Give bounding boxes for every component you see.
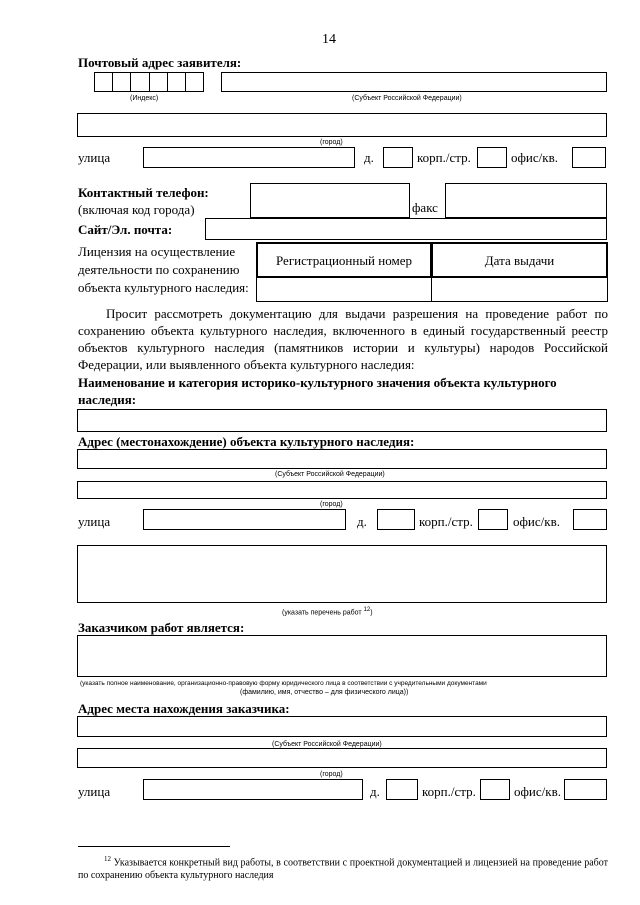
- object-building-field[interactable]: [478, 509, 508, 530]
- index-cell[interactable]: [186, 73, 203, 91]
- footnote-number: 12: [104, 855, 111, 863]
- works-list-caption-text: (указать перечень работ: [282, 609, 362, 617]
- customer-label: Заказчиком работ является:: [78, 620, 245, 635]
- customer-office-label: офис/кв.: [514, 784, 561, 799]
- request-paragraph: Просит рассмотреть документацию для выдачи разрешения на проведение работ по сохранению объекта культурного наследия, включенного в единый государственный реестр объектов культурного наследия (памятников истории и культуры) народов Российской Федерации, или выявленного объекта культурного наследия:: [78, 306, 608, 372]
- subject-field[interactable]: [221, 72, 607, 92]
- postal-address-label: Почтовый адрес заявителя:: [78, 55, 242, 70]
- object-office-field[interactable]: [573, 509, 607, 530]
- object-city-caption: (город): [320, 501, 343, 508]
- customer-house-label: д.: [370, 784, 380, 799]
- city-field[interactable]: [77, 113, 607, 137]
- city-caption: (город): [320, 139, 343, 146]
- footnote-text: Указывается конкретный вид работы, в соответствии с проектной документацией и лицензией на проведение работ по сохранению объекта культурного наследия: [78, 857, 609, 882]
- index-cell[interactable]: [150, 73, 168, 91]
- footnote: [78, 853, 608, 882]
- license-label-line: деятельности по сохранению: [78, 262, 240, 277]
- customer-field[interactable]: [77, 635, 607, 677]
- street-label: улица: [78, 150, 111, 165]
- fax-field[interactable]: [445, 183, 607, 218]
- object-city-field[interactable]: [77, 481, 607, 499]
- index-cell[interactable]: [95, 73, 113, 91]
- house-label: д.: [364, 150, 374, 165]
- phone-note: (включая код города): [78, 202, 195, 217]
- license-header-reg-number: Регистрационный номер: [256, 242, 432, 278]
- customer-house-field[interactable]: [386, 779, 418, 800]
- license-issue-date-field[interactable]: [431, 277, 608, 302]
- object-name-label: Наименование и категория историко-культурного значения объекта культурного наследия:: [78, 375, 557, 407]
- index-cell[interactable]: [131, 73, 149, 91]
- office-label: офис/кв.: [511, 150, 558, 165]
- index-field[interactable]: [94, 72, 204, 92]
- object-subject-field[interactable]: [77, 449, 607, 469]
- object-office-label: офис/кв.: [513, 514, 560, 529]
- building-field[interactable]: [477, 147, 507, 168]
- site-label: Сайт/Эл. почта:: [78, 222, 173, 237]
- street-field[interactable]: [143, 147, 355, 168]
- footnote-mark: 12: [363, 607, 371, 613]
- subject-caption: (Субъект Российской Федерации): [352, 95, 462, 102]
- building-label: корп./стр.: [417, 150, 471, 165]
- site-field[interactable]: [205, 218, 607, 240]
- license-label-line: объекта культурного наследия:: [78, 280, 249, 295]
- phone-field[interactable]: [250, 183, 410, 218]
- customer-caption-line1: (указать полное наименование, организационно-правовую форму юридического лица в соответствии с учредительными документами: [80, 680, 487, 687]
- customer-subject-field[interactable]: [77, 716, 607, 737]
- customer-city-field[interactable]: [77, 748, 607, 768]
- customer-office-field[interactable]: [564, 779, 607, 800]
- works-list-caption-close: ): [370, 609, 373, 617]
- customer-address-label: Адрес места нахождения заказчика:: [78, 701, 290, 716]
- house-field[interactable]: [383, 147, 413, 168]
- object-house-label: д.: [357, 514, 367, 529]
- license-label-line: Лицензия на осуществление: [78, 244, 236, 259]
- index-cell[interactable]: [113, 73, 131, 91]
- customer-street-label: улица: [78, 784, 111, 799]
- object-house-field[interactable]: [377, 509, 415, 530]
- works-list-field[interactable]: [77, 545, 607, 603]
- customer-subject-caption: (Субъект Российской Федерации): [272, 741, 382, 748]
- footnote-separator: [78, 846, 230, 847]
- index-caption: (Индекс): [130, 95, 159, 102]
- customer-building-label: корп./стр.: [422, 784, 476, 799]
- works-list-caption: [282, 606, 373, 617]
- object-subject-caption: (Субъект Российской Федерации): [275, 471, 385, 478]
- object-street-label: улица: [78, 514, 111, 529]
- page-number: 14: [322, 32, 336, 47]
- customer-city-caption: (город): [320, 771, 343, 778]
- customer-street-field[interactable]: [143, 779, 363, 800]
- object-building-label: корп./стр.: [419, 514, 473, 529]
- license-reg-number-field[interactable]: [256, 277, 432, 302]
- office-field[interactable]: [572, 147, 606, 168]
- customer-caption-line2: (фамилию, имя, отчество – для физического лица)): [240, 689, 409, 696]
- phone-label: Контактный телефон:: [78, 185, 209, 200]
- object-street-field[interactable]: [143, 509, 346, 530]
- object-address-label: Адрес (местонахождение) объекта культурного наследия:: [78, 434, 415, 449]
- index-cell[interactable]: [168, 73, 186, 91]
- object-name-field[interactable]: [77, 409, 607, 432]
- fax-label: факс: [412, 200, 438, 215]
- customer-building-field[interactable]: [480, 779, 510, 800]
- license-header-issue-date: Дата выдачи: [431, 242, 608, 278]
